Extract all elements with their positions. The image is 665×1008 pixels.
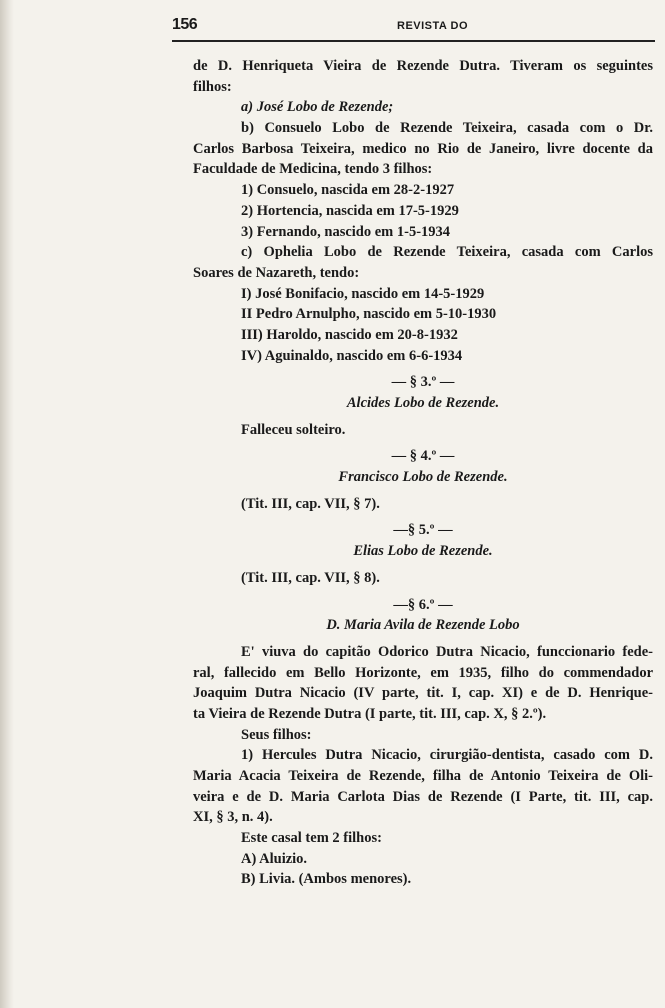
page-binding-shadow <box>0 0 14 1008</box>
text-line: Francisco Lobo de Rezende. <box>338 469 508 486</box>
running-head: REVISTA DO <box>397 20 469 32</box>
text-line: — § 4.º — <box>391 448 455 465</box>
text-line: (Tit. III, cap. VII, § 7). <box>241 495 380 512</box>
text-line: —§ 6.º — <box>393 596 453 613</box>
text-line: Carlos Barbosa Teixeira, medico no Rio de Janeiro, livre docente da <box>193 140 653 157</box>
text-line: III) Haroldo, nascido em 20-8-1932 <box>241 326 458 343</box>
text-line: Este casal tem 2 filhos: <box>241 830 382 847</box>
text-line: b) Consuelo Lobo de Rezende Teixeira, casada com o Dr. <box>241 120 653 137</box>
text-line: c) Ophelia Lobo de Rezende Teixeira, casada com Carlos <box>241 244 653 261</box>
text-line: 1) Hercules Dutra Nicacio, cirurgião-dentista, casado com D. <box>241 747 653 764</box>
text-line: 1) Consuelo, nascida em 28-2-1927 <box>241 182 455 199</box>
text-line: 3) Fernando, nascido em 1-5-1934 <box>241 223 451 240</box>
text-line: Maria Acacia Teixeira de Rezende, filha de Antonio Teixeira de Oli- <box>193 768 653 784</box>
text-line: 2) Hortencia, nascida em 17-5-1929 <box>241 202 459 219</box>
text-line: B) Livia. (Ambos menores). <box>241 871 412 888</box>
text-line: Faculdade de Medicina, tendo 3 filhos: <box>193 161 433 178</box>
text-line: —§ 5.º — <box>393 522 453 539</box>
text-line: A) Aluizio. <box>241 850 308 867</box>
text-line: XI, § 3, n. 4). <box>193 809 273 826</box>
body-text <box>193 56 653 890</box>
header-rule <box>172 40 655 42</box>
text-line: Joaquim Dutra Nicacio (IV parte, tit. I, cap. XI) e de D. Henrique- <box>193 685 653 702</box>
text-line: I) José Bonifacio, nascido em 14-5-1929 <box>241 285 485 302</box>
text-line: filhos: <box>193 78 232 95</box>
text-line: Elias Lobo de Rezende. <box>353 543 493 560</box>
text-line: veira e de D. Maria Carlota Dias de Rezende (I Parte, tit. III, cap. <box>193 788 653 805</box>
text-line: de D. Henriqueta Vieira de Rezende Dutra. Tiveram os seguintes <box>193 58 653 74</box>
text-line: ral, fallecido em Bello Horizonte, em 1935, filho do commendador <box>193 664 653 681</box>
text-line: Seus filhos: <box>241 726 312 743</box>
page-header <box>172 14 652 38</box>
text-line: E' viuva do capitão Odorico Dutra Nicacio, funccionario fede- <box>241 643 653 660</box>
text-line: Falleceu solteiro. <box>241 421 346 438</box>
text-line: Alcides Lobo de Rezende. <box>346 395 500 411</box>
text-line: — § 3.º — <box>391 374 455 391</box>
text-line: ta Vieira de Rezende Dutra (I parte, tit. III, cap. X, § 2.º). <box>193 705 547 722</box>
text-line: Soares de Nazareth, tendo: <box>193 264 360 281</box>
text-line: (Tit. III, cap. VII, § 8). <box>241 569 380 586</box>
text-line: a) José Lobo de Rezende; <box>241 99 394 116</box>
page-number: 156 <box>172 16 198 33</box>
text-line: D. Maria Avila de Rezende Lobo <box>326 617 520 634</box>
text-line: II Pedro Arnulpho, nascido em 5-10-1930 <box>241 306 497 323</box>
text-line: IV) Aguinaldo, nascido em 6-6-1934 <box>241 347 463 364</box>
